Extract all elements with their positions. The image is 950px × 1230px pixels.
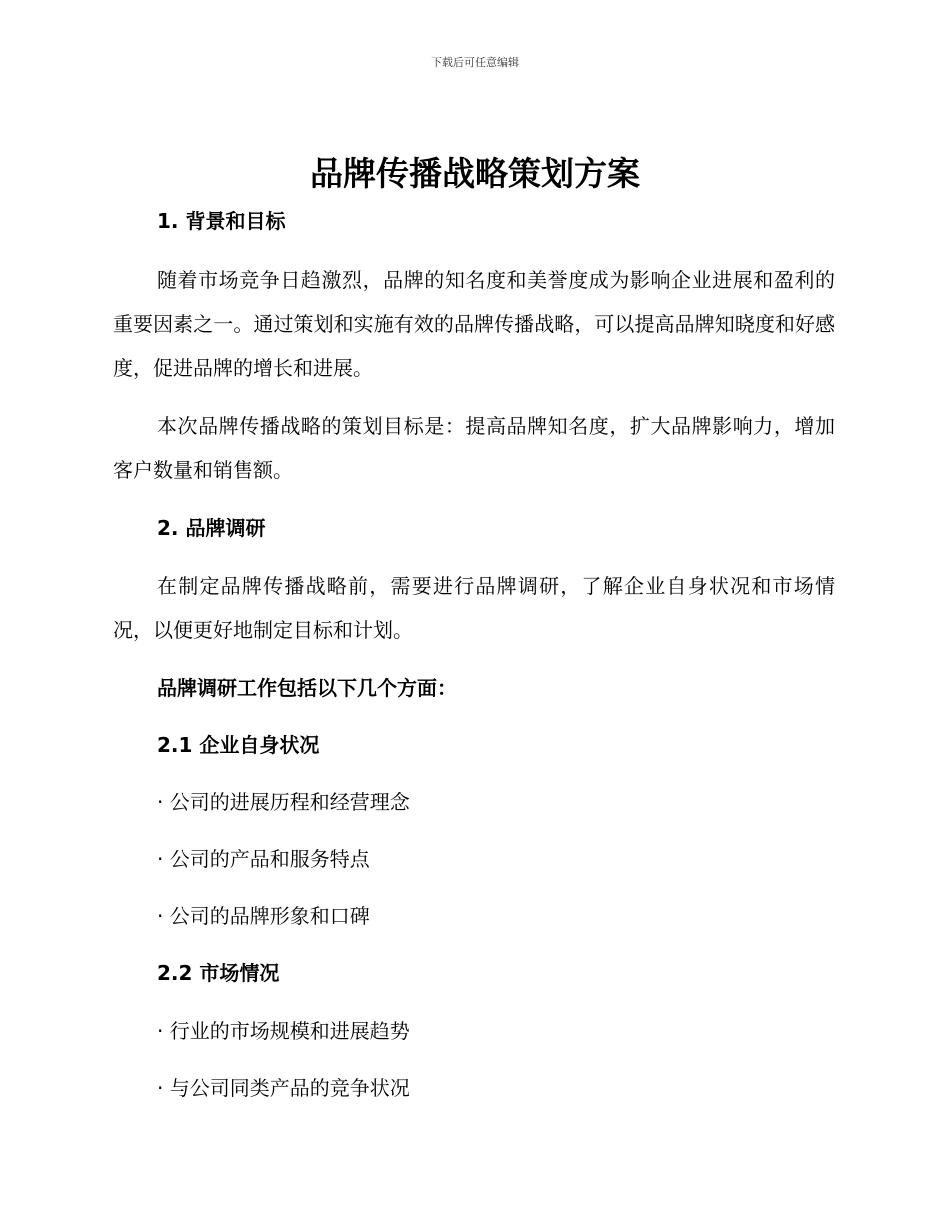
section-2-intro: 品牌调研工作包括以下几个方面： xyxy=(157,676,457,700)
document-title: 品牌传播战略策划方案 xyxy=(310,154,640,193)
list-item: · 公司的品牌形象和口碑 xyxy=(157,904,370,928)
list-item: · 行业的市场规模和进展趋势 xyxy=(157,1019,410,1043)
section-1-paragraph-1: 随着市场竞争日趋激烈，品牌的知名度和美誉度成为影响企业进展和盈利的重要因素之一。通过策划和实施有效的品牌传播战略，可以提高品牌知晓度和好感度，促进品牌的增长和进展。 xyxy=(113,268,835,380)
section-2-paragraph-1: 在制定品牌传播战略前，需要进行品牌调研，了解企业自身状况和市场情况，以便更好地制定目标和计划。 xyxy=(113,574,835,642)
section-2-1-heading: 2.1 企业自身状况 xyxy=(157,733,320,757)
list-item: · 公司的进展历程和经营理念 xyxy=(157,790,410,814)
list-item: · 与公司同类产品的竞争状况 xyxy=(157,1076,410,1100)
section-1-heading: 1. 背景和目标 xyxy=(157,209,286,233)
header-note: 下载后可任意编辑 xyxy=(431,56,519,69)
section-2-heading: 2. 品牌调研 xyxy=(157,516,266,540)
section-1-paragraph-2: 本次品牌传播战略的策划目标是：提高品牌知名度，扩大品牌影响力，增加客户数量和销售额。 xyxy=(113,414,835,482)
list-item: · 公司的产品和服务特点 xyxy=(157,847,370,871)
section-2-2-heading: 2.2 市场情况 xyxy=(157,961,280,985)
